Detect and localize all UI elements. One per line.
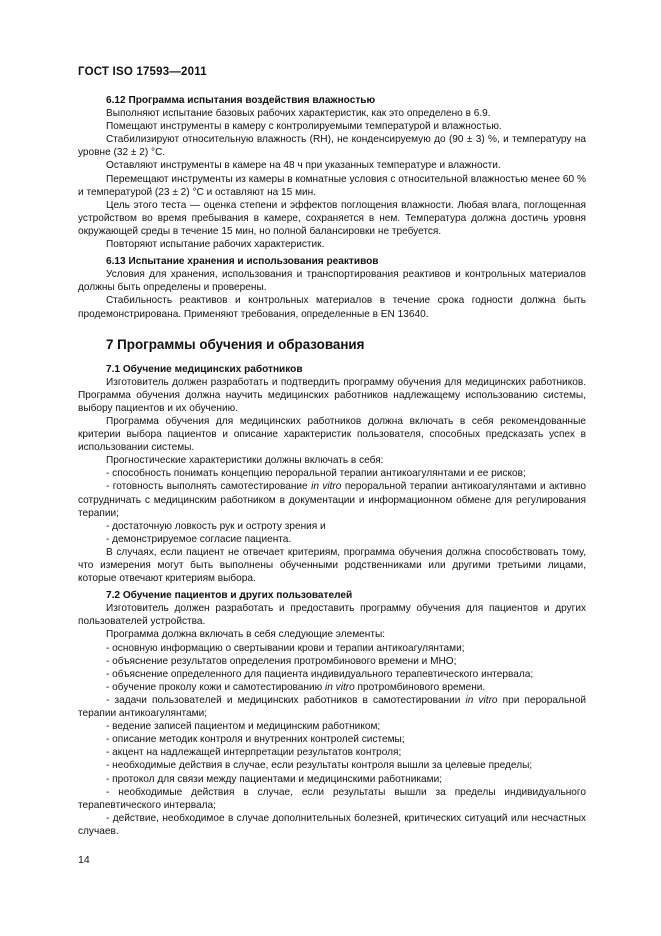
page-number: 14 [78, 854, 90, 866]
list-item: - акцент на надлежащей интерпретации результатов контроля; [106, 747, 402, 759]
list-item: - действие, необходимое в случае дополнительных болезней, критических ситуаций или несчастных случаев. [78, 812, 586, 837]
section-6-13-title: 6.13 Испытание хранения и использования реактивов [106, 256, 379, 268]
paragraph: В случаях, если пациент не отвечает критериям, программа обучения должна способствовать тому, что измерения могут быть выполнены обученными родственниками или другими третьими лицами, которые отвечают критериям выбора. [78, 546, 586, 585]
list-item [78, 681, 586, 694]
list-item-text: протромбинового времени. [354, 681, 486, 693]
list-item: - демонстрируемое согласие пациента. [106, 533, 292, 545]
list-item: - объяснение определенного для пациента индивидуального терапевтического интервала; [106, 668, 534, 680]
list-item [78, 694, 586, 720]
page-content [78, 94, 586, 838]
list-item: - достаточную ловкость рук и остроту зрения и [106, 520, 326, 532]
paragraph: Помещают инструменты в камеру с контролируемыми температурой и влажностью. [106, 121, 502, 133]
list-item: - основную информацию о свертывании крови и терапии антикоагулянтами; [106, 642, 465, 654]
section-6-12-title: 6.12 Программа испытания воздействия влажностью [106, 95, 376, 106]
list-item: - протокол для связи между пациентами и медицинскими работниками; [106, 773, 443, 785]
paragraph: Прогностические характеристики должны включать в себя: [106, 455, 384, 467]
list-item: - объяснение результатов определения протромбинового времени и МНО; [106, 655, 457, 667]
paragraph: Программа обучения для медицинских работников должна включать в себя рекомендованные критерии выбора пациентов и описание характеристик пользователя, способных предсказать успех в использовании системы. [78, 415, 586, 454]
list-item: - необходимые действия в случае, если результаты вышли за пределы индивидуального терапевтического интервала; [78, 786, 586, 811]
italic-term: in vitro [325, 681, 355, 693]
paragraph: Цель этого теста — оценка степени и эффектов поглощения влажности. Любая влага, поглощенная устройством во время пребывания в камере, сохраняется в нем. Температура должна достичь уровня окружающей среды в течение 15 мин, но полной балансировки не требуется. [78, 199, 586, 237]
paragraph: Программа должна включать в себя следующие элементы: [106, 629, 386, 641]
italic-term: in vitro [311, 481, 342, 493]
section-7-title: 7 Программы обучения и образования [106, 336, 365, 352]
list-item: - описание методик контроля и внутренних контролей системы; [106, 734, 405, 746]
list-item: - способность понимать концепцию пероральной терапии антикоагулянтами и ее рисков; [106, 468, 526, 480]
paragraph: Повторяют испытание рабочих характеристик. [106, 239, 325, 251]
paragraph: Выполняют испытание базовых рабочих характеристик, как это определено в 6.9. [106, 108, 491, 120]
list-item-text: пероральной терапии антикоагулянтами и активно сотрудничать с медицинским работником в документации и информационном обмене для регулирования терапии; [78, 481, 586, 519]
list-item-text: - готовность выполнять самотестирование [106, 481, 312, 493]
paragraph: Условия для хранения, использования и транспортирования реактивов и контрольных материалов должны быть определены и проверены. [78, 269, 586, 294]
document-header: ГОСТ ISO 17593—2011 [78, 66, 207, 78]
paragraph: Изготовитель должен разработать и подтвердить программу обучения для медицинских работников. Программа обучения должна научить медицинских работников надлежащему использованию системы, выбору пациентов и их обучению. [78, 376, 586, 414]
list-item-text: при пероральной терапии антикоагулянтами; [78, 694, 586, 720]
paragraph: Изготовитель должен разработать и предоставить программу обучения для пациентов и других пользователей устройства. [78, 603, 586, 628]
italic-term: in vitro [465, 694, 498, 706]
section-7-2-title: 7.2 Обучение пациентов и других пользователей [106, 590, 353, 602]
list-item-text: - обучение проколу кожи и самотестированию [106, 681, 326, 693]
list-item-text: - задачи пользователей и медицинских работников в самотестировании [106, 694, 466, 706]
paragraph: Перемещают инструменты из камеры в комнатные условия с относительной влажностью менее 60 % и температурой (23 ± 2) °С и оставляют на 15 мин. [78, 173, 586, 198]
section-7-1-title: 7.1 Обучение медицинских работников [106, 363, 303, 375]
list-item [78, 480, 586, 519]
list-item: - ведение записей пациентом и медицинским работником; [106, 721, 381, 733]
paragraph: Стабильность реактивов и контрольных материалов в течение срока годности должна быть продемонстрирована. Применяют требования, определенные в EN 13640. [78, 295, 586, 320]
paragraph: Оставляют инструменты в камере на 48 ч при указанных температуре и влажности. [106, 160, 501, 172]
paragraph: Стабилизируют относительную влажность (RH), не конденсируемую до (90 ± 3) %, и температуру на уровне (32 ± 2) °С. [78, 134, 586, 159]
list-item: - необходимые действия в случае, если результаты контроля вышли за целевые пределы; [106, 760, 533, 772]
